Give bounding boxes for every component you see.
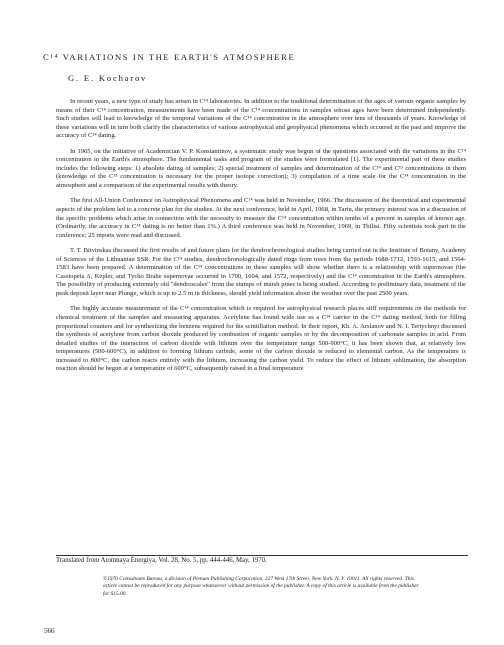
article-body	[56, 98, 466, 381]
footnote-divider	[56, 555, 468, 556]
article-author: G. E. Kocharov	[68, 73, 148, 83]
translation-note: Translated from Atomnaya Énergiya, Vol. 28, No. 5, pp. 444-446, May, 1970.	[56, 557, 267, 564]
body-paragraph: The first All-Union Conference on Astrophysical Phenomena and C¹⁴ was held in November, 1966. The discussion of the theoretical and experimental aspects of the problem led to a concrete plan for the studies. At the next conference, held in April, 1968, in Tartu, the primary interest was in a discussion of the specific problems which arise in connection with the necessity to measure the C¹⁴ concentration within tenths of a percent in samples of known age. (Ordinarily, the accuracy in C¹⁴ dating is no better than 1%.) A third conference was held in November, 1969, in Tbilisi. Fifty scientists took part in the conference; 25 reports were read and discussed.	[56, 197, 466, 239]
body-paragraph: In recent years, a new type of study has arisen in C¹⁴ laboratories. In addition to the traditional determination of the ages of various organic samples by means of their C¹⁴ concentration, measurements have been made of the C¹⁴ concentrations in samples whose ages have been determined independently. Such studies will lead to knowledge of the temporal variations of the C¹⁴ concentration in the atmosphere over tens of thousands of years. Knowledge of these variations will in turn both clarify the characteristics of various astrophysical and geophysical phenomena which occurred in the past and improve the accuracy of C¹⁴ dating.	[56, 98, 466, 140]
body-paragraph: T. T. Bitvinskas discussed the first results of and future plans for the dendrochronological studies being carried out in the Institute of Botany, Academy of Sciences of the Lithuanian SSR. For the C¹⁴ studies, dendrochronologically dated rings from trees from the periods 1688-1712, 1593-1615, and 1564-1583 have been prepared. A determination of the C¹⁴ concentrations in these samples will show whether there is a relationship with supernovae (the Cassiopeia A, Kepler, and Tycho Brahe supernovae occurred in 1700, 1604, and 1572, respectively) and the C¹⁴ concentration in the Earth's atmosphere. The possibility of producing extremely old "dendroscales" from the stumps of marsh pines is being studied. According to preliminary data, treatment of the peak deposit layer near Plunge, which is up to 2.5 m in thickness, should yield information about the weather over the past 2500 years.	[56, 247, 466, 297]
page-number: 566	[44, 627, 55, 635]
copyright-notice: ©1970 Consultants Bureau, a division of Plenum Publishing Corporation, 227 West 17th Street, New York, N. Y. 10011. All rights reserved. This article cannot be reproduced for any purpose whatsoever without permission of the publisher. A copy of this article is available from the publisher for $15.00.	[103, 576, 419, 597]
body-paragraph: In 1965, on the initiative of Academician V. P. Konstantinov, a systematic study was begun of the questions associated with the variations in the C¹⁴ concentration in the Earth's atmosphere. The fundamental tasks and program of the studies were formulated [1]. The experimental part of these studies includes the following steps: 1) absolute dating of samples; 2) special treatment of samples and determination of the C¹⁴ and C¹³ concentrations in them (knowledge of the C¹³ concentration is necessary for the proper isotope correction); 3) compilation of a time scale for the C¹⁴ concentration in the atmosphere and a comparison of the experimental results with theory.	[56, 147, 466, 189]
article-title: C¹⁴ VARIATIONS IN THE EARTH'S ATMOSPHERE	[43, 52, 296, 62]
body-paragraph: The highly accurate measurement of the C¹⁴ concentration which is required for astrophysical research places stiff requirements on the methods for chemical treatment of the samples and measuring apparatus. Acetylene has found wide use as a C¹⁴ carrier in the C¹⁴ dating method, both for filling proportional counters and for synthesizing the benzene required for the scintillation method. In their report, Kh. A. Arslanov and N. I. Tertychnyi discussed the synthesis of acetylene from carbon dioxide produced by combustion of organic samples or by the decomposition of carbonate samples in acid. From detailed studies of the interaction of carbon dioxide with lithium over the temperature range 500-900°C, it has been shown that, at relatively low temperatures (500-600°C), in addition to forming lithium carbide, some of the carbon dioxide is reduced to elemental carbon. As the temperature is increased to 800°C, the carbon reacts entirely with the lithium, increasing the carbon yield. To reduce the effect of lithium sublimation, the absorption reaction should be begun at a temperature of 600°C, subsequently raised to a final temperature	[56, 305, 466, 373]
